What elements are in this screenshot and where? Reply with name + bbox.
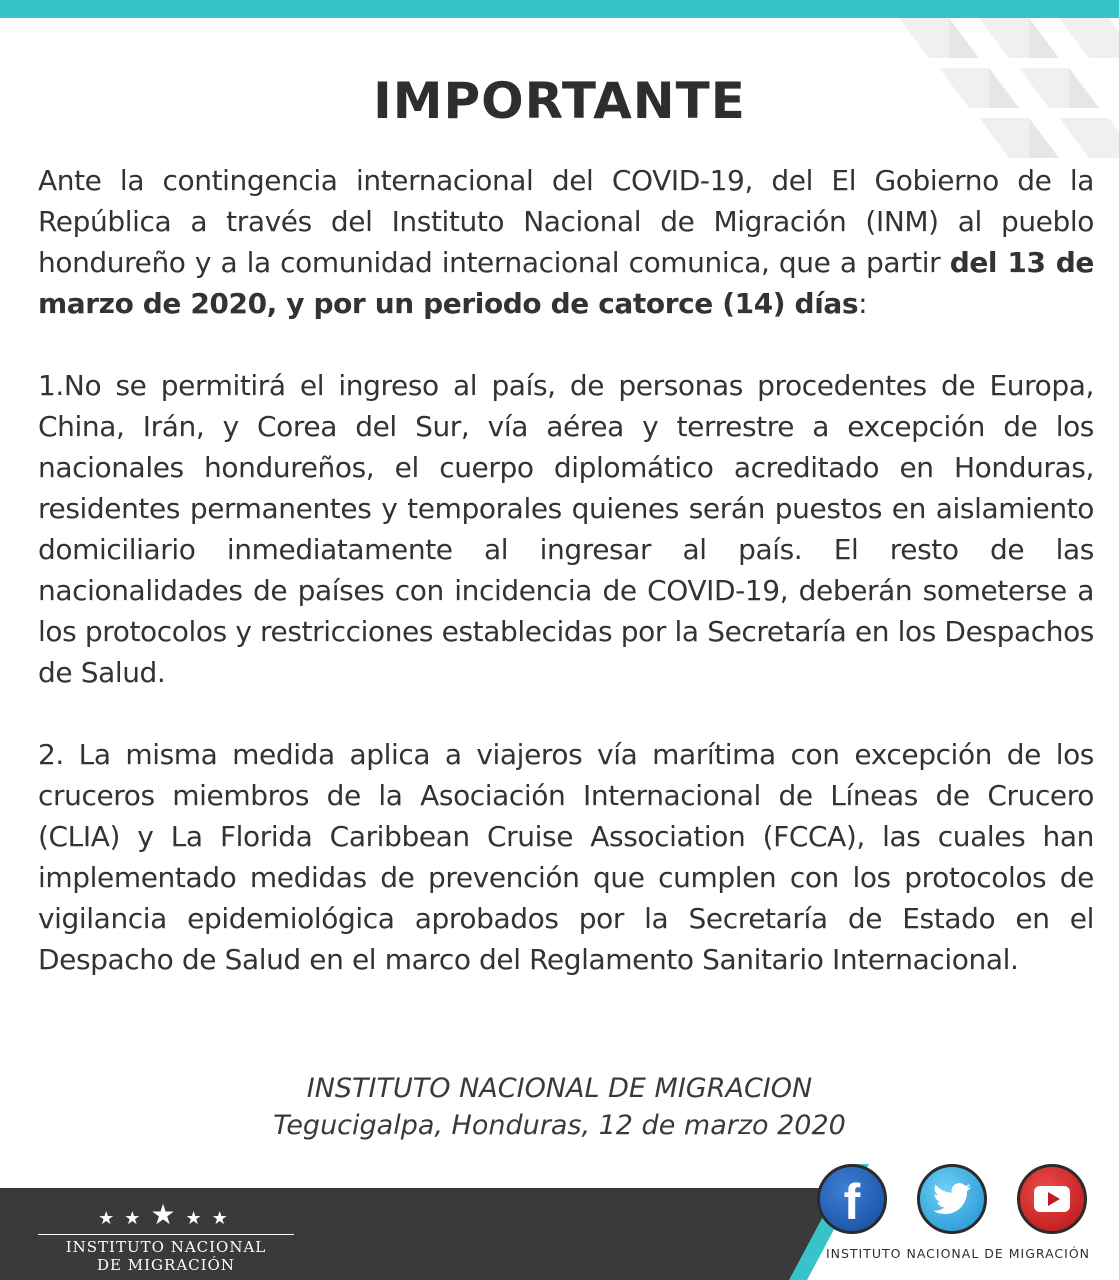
facebook-glyph: f xyxy=(843,1174,861,1230)
youtube-icon[interactable] xyxy=(1017,1164,1087,1234)
logo-line-2: DE MIGRACIÓN xyxy=(97,1256,235,1274)
top-accent-bar xyxy=(0,0,1119,18)
intro-end: : xyxy=(858,287,868,320)
twitter-bird-icon xyxy=(933,1183,971,1215)
stars-icon: ★★★★★ xyxy=(98,1198,238,1231)
logo-divider xyxy=(38,1234,294,1235)
intro-date-range: del 13 de marzo de 2020, y por un periodo de catorce (14) días xyxy=(38,246,1094,320)
youtube-play-icon xyxy=(1034,1186,1070,1212)
intro-paragraph xyxy=(38,160,1094,324)
signature-place-date: Tegucigalpa, Honduras, 12 de marzo 2020 xyxy=(273,1110,846,1141)
intro-text: Ante la contingencia internacional del COVID-19, del El Gobierno de la República a través del Instituto Nacional de Migración (INM) al pueblo hondureño y a la comunidad internacional comunica, que a partir xyxy=(38,164,1094,279)
inm-logo xyxy=(38,1238,294,1274)
signature-institution: INSTITUTO NACIONAL DE MIGRACION xyxy=(306,1073,813,1104)
notice-body xyxy=(38,160,1094,1021)
facebook-icon[interactable] xyxy=(817,1164,887,1234)
social-label: INSTITUTO NACIONAL DE MIGRACIÓN xyxy=(825,1246,1091,1261)
logo-line-1: INSTITUTO NACIONAL xyxy=(65,1238,267,1256)
measure-item-1: 1.No se permitirá el ingreso al país, de personas procedentes de Europa, China, Irán, y Corea del Sur, vía aérea y terrestre a excepción de los nacionales hondureños, el cuerpo diplomático acreditado en Honduras, residentes permanentes y temporales quienes serán puestos en aislamiento domiciliario inmediatamente al ingresar al país. El resto de las nacionalidades de países con incidencia de COVID-19, deberán someterse a los protocolos y restricciones establecidas por la Secretaría en los Despachos de Salud. xyxy=(38,369,1094,689)
page-title: IMPORTANTE xyxy=(373,72,746,130)
footer xyxy=(0,1174,1119,1280)
twitter-icon[interactable] xyxy=(917,1164,987,1234)
signature-block xyxy=(0,1070,1119,1144)
measure-item-2: 2. La misma medida aplica a viajeros vía marítima con excepción de los cruceros miembros de la Asociación Internacional de Líneas de Crucero (CLIA) y La Florida Caribbean Cruise Association (FCCA), las cuales han implementado medidas de prevención que cumplen con los protocolos de vigilancia epidemiológica aprobados por la Secretaría de Estado en el Despacho de Salud en el marco del Reglamento Sanitario Internacional. xyxy=(38,738,1094,976)
